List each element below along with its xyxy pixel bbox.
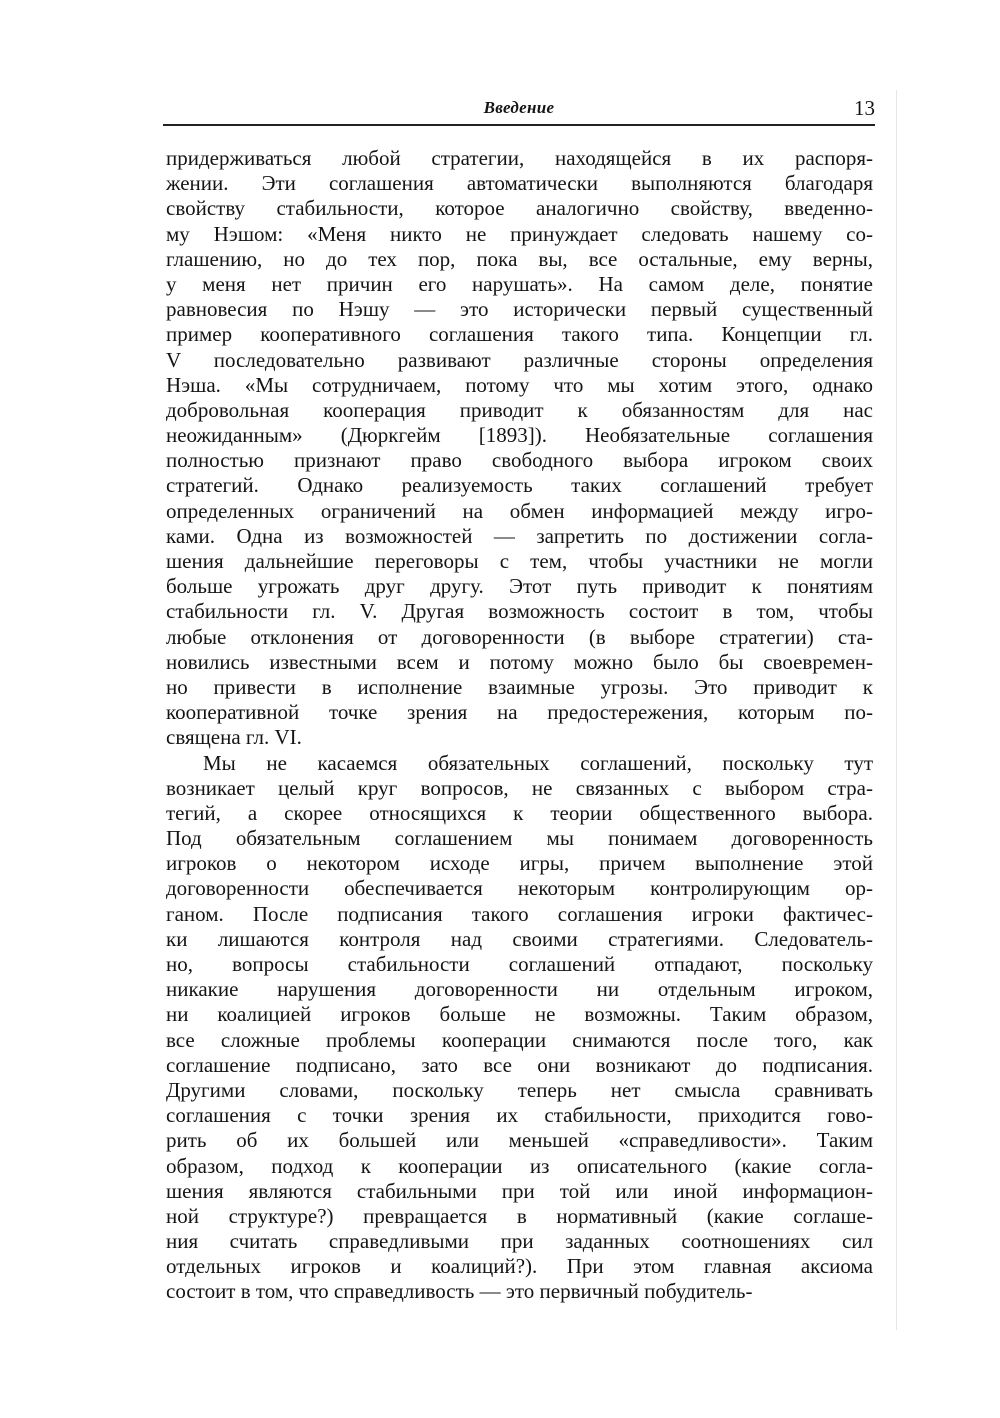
text-line: определенных ограничений на обмен информацией между игро- bbox=[166, 498, 873, 523]
text-line: Мы не касаемся обязательных соглашений, поскольку тут bbox=[203, 750, 873, 775]
text-line: V последовательно развивают различные стороны определения bbox=[166, 347, 873, 372]
text-line: ни коалицией игроков больше не возможны. Таким образом, bbox=[166, 1002, 873, 1027]
text-line: шения дальнейшие переговоры с тем, чтобы участники не могли bbox=[166, 549, 873, 573]
page-edge-shadow bbox=[896, 90, 897, 1330]
text-line: священа гл. VI. bbox=[166, 725, 302, 750]
text-line: полностью признают право свободного выбора игроком своих bbox=[166, 448, 873, 473]
text-line: ками. Одна из возможностей — запретить по достижении согла- bbox=[166, 523, 873, 548]
text-line: новились известными всем и потому можно было бы своевремен- bbox=[166, 649, 873, 674]
paragraph bbox=[166, 146, 873, 751]
text-line: но, вопросы стабильности соглашений отпадают, поскольку bbox=[166, 952, 873, 976]
body-text bbox=[166, 146, 873, 1305]
text-line: рить об их большей или меньшей «справедливости». Таким bbox=[166, 1128, 873, 1153]
text-line: но привести в исполнение взаимные угрозы. Это приводит к bbox=[166, 674, 873, 699]
text-line: Нэша. «Мы сотрудничаем, потому что мы хотим этого, однако bbox=[166, 372, 873, 397]
running-title: Введение bbox=[483, 98, 555, 117]
paragraph bbox=[166, 751, 873, 1305]
text-line: му Нэшом: «Меня никто не принуждает следовать нашему со- bbox=[166, 221, 873, 246]
text-line: стабильности гл. V. Другая возможность состоит в том, чтобы bbox=[166, 599, 873, 624]
text-line: шения являются стабильными при той или иной информацион- bbox=[166, 1178, 873, 1203]
text-line: Другими словами, поскольку теперь нет смысла сравнивать bbox=[166, 1077, 873, 1102]
text-line: пример кооперативного соглашения такого типа. Концепции гл. bbox=[166, 322, 873, 347]
text-line: все сложные проблемы кооперации снимаются после того, как bbox=[166, 1027, 873, 1052]
text-line: договоренности обеспечивается некоторым контролирующим ор- bbox=[166, 876, 873, 901]
text-line: образом, подход к кооперации из описательного (какие согла- bbox=[166, 1153, 873, 1178]
page-number: 13 bbox=[854, 96, 875, 120]
header-rule bbox=[163, 124, 875, 126]
text-line: никакие нарушения договоренности ни отдельным игроком, bbox=[166, 977, 873, 1002]
text-line: соглашение подписано, зато все они возникают до подписания. bbox=[166, 1052, 873, 1077]
text-line: ганом. После подписания такого соглашения игроки фактичес- bbox=[166, 901, 873, 926]
text-line: неожиданным» (Дюркгейм [1893]). Необязательные соглашения bbox=[166, 423, 873, 448]
text-line: отдельных игроков и коалиций?). При этом главная аксиома bbox=[166, 1254, 873, 1279]
text-line: свойству стабильности, которое аналогично свойству, введенно- bbox=[166, 196, 873, 221]
page-header bbox=[163, 98, 875, 122]
text-line: больше угрожать друг другу. Этот путь приводит к понятиям bbox=[166, 574, 873, 599]
text-line: любые отклонения от договоренности (в выборе стратегии) ста- bbox=[166, 624, 873, 649]
text-line: Под обязательным соглашением мы понимаем договоренность bbox=[166, 826, 873, 851]
text-line: придерживаться любой стратегии, находящейся в их распоря- bbox=[166, 146, 873, 170]
text-line: ния считать справедливыми при заданных соотношениях сил bbox=[166, 1229, 873, 1254]
text-line: жении. Эти соглашения автоматически выполняются благодаря bbox=[166, 171, 873, 196]
text-line: ки лишаются контроля над своими стратегиями. Следователь- bbox=[166, 926, 873, 951]
text-line: глашению, но до тех пор, пока вы, все остальные, ему верны, bbox=[166, 246, 873, 271]
text-line: состоит в том, что справедливость — это первичный побудитель- bbox=[166, 1279, 753, 1304]
text-line: ной структуре?) превращается в нормативный (какие соглаше- bbox=[166, 1203, 873, 1228]
text-line: игроков о некотором исходе игры, причем выполнение этой bbox=[166, 851, 873, 876]
text-line: добровольная кооперация приводит к обязанностям для нас bbox=[166, 397, 873, 422]
text-line: стратегий. Однако реализуемость таких соглашений требует bbox=[166, 473, 873, 498]
text-line: возникает целый круг вопросов, не связанных с выбором стра- bbox=[166, 775, 873, 800]
text-line: равновесия по Нэшу — это исторически первый существенный bbox=[166, 297, 873, 322]
text-line: тегий, а скорее относящихся к теории общественного выбора. bbox=[166, 800, 873, 825]
text-line: соглашения с точки зрения их стабильности, приходится гово- bbox=[166, 1103, 873, 1128]
text-line: кооперативной точке зрения на предостережения, которым по- bbox=[166, 700, 873, 725]
text-line: у меня нет причин его нарушать». На самом деле, понятие bbox=[166, 271, 873, 296]
